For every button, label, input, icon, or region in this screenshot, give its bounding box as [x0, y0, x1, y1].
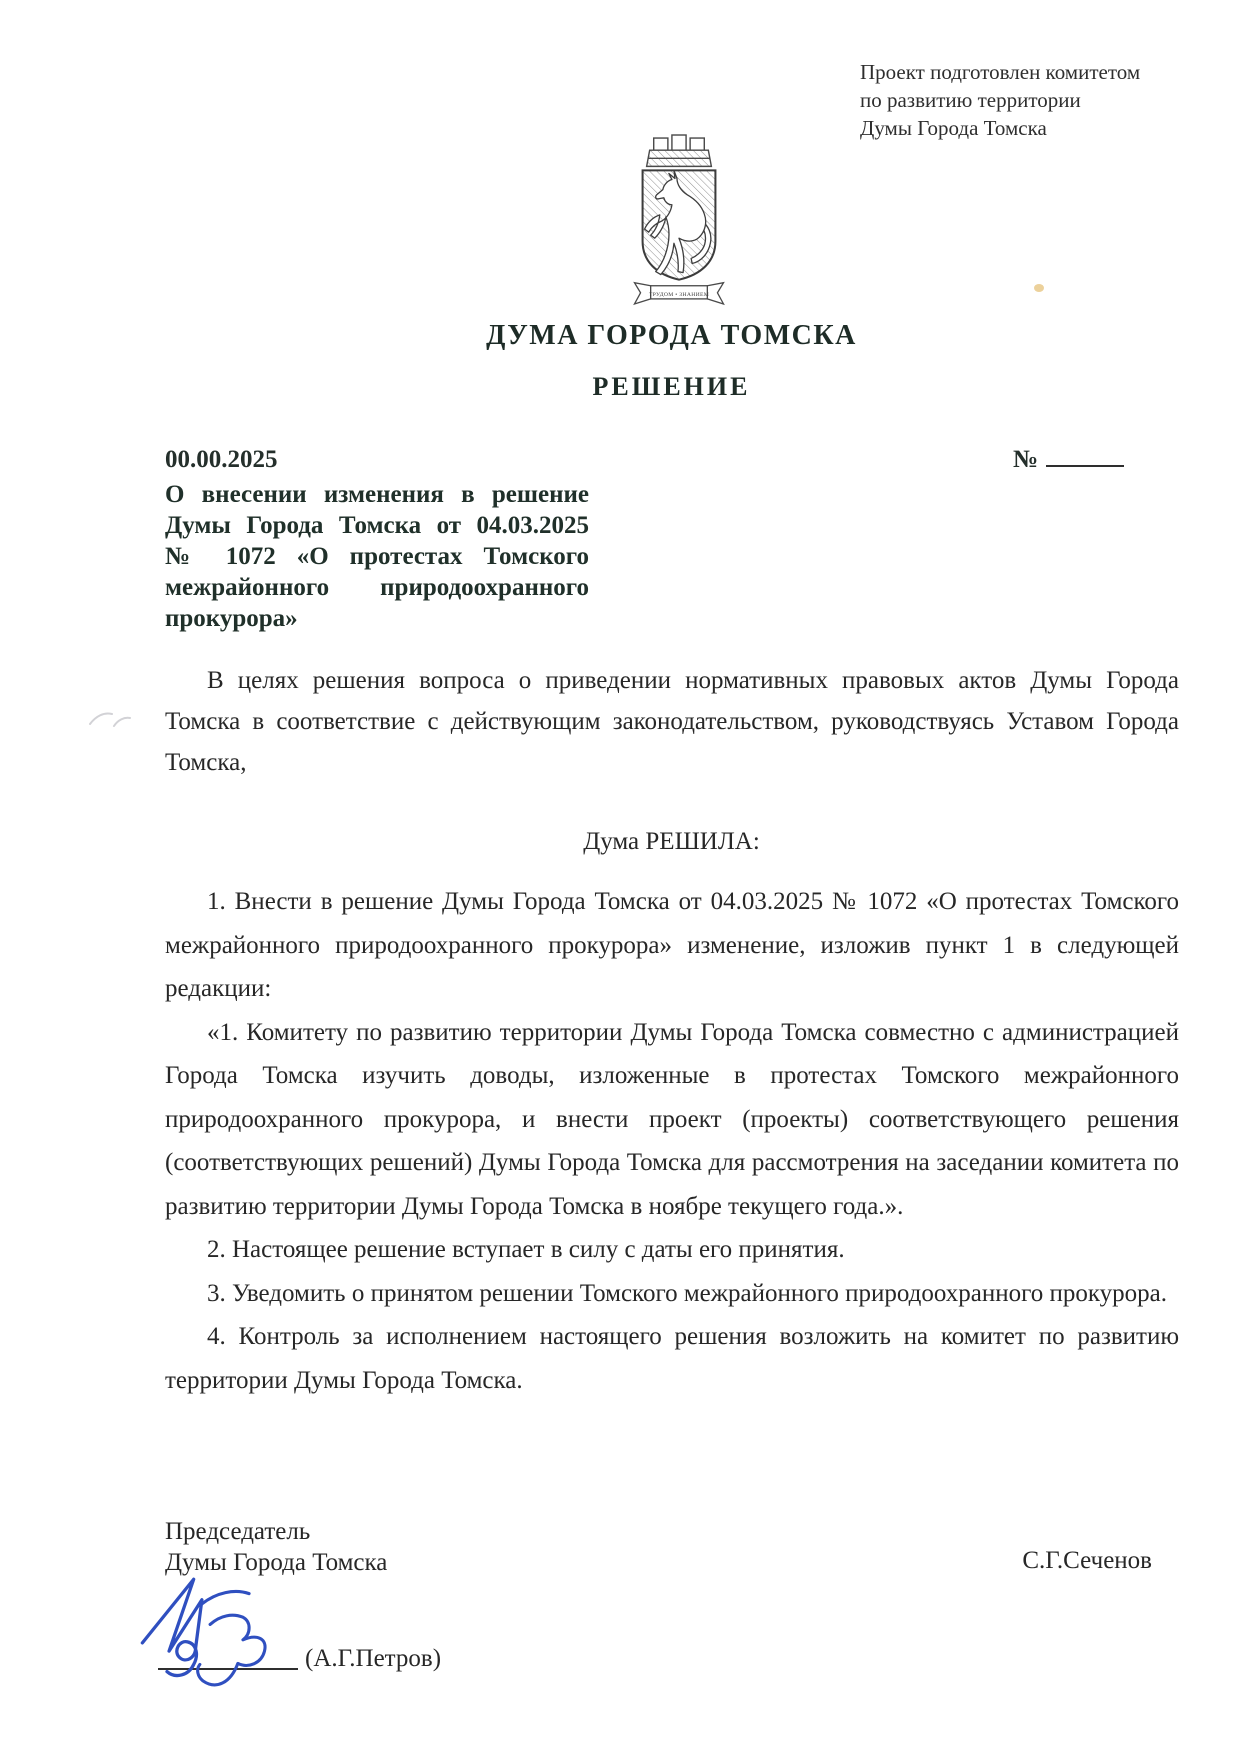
date-number-row: [165, 446, 1178, 480]
document-number: [1013, 446, 1124, 474]
subject-line: № 1072 «О протестах Томского: [165, 543, 589, 570]
scan-artifact: [84, 704, 134, 730]
organization-title: ДУМА ГОРОДА ТОМСКА: [486, 320, 857, 351]
approver-name: (А.Г.Петров): [305, 1645, 442, 1672]
signer-position-line: Думы Города Томска: [165, 1549, 388, 1576]
signer-name: С.Г.Сеченов: [1022, 1547, 1152, 1574]
paragraph-2: 2. Настоящее решение вступает в силу с даты его принятия.: [207, 1236, 845, 1263]
resolution-heading: Дума РЕШИЛА:: [583, 828, 760, 855]
subject-heading: [165, 479, 589, 634]
signature-ink-icon: [128, 1560, 323, 1695]
project-note: [860, 58, 1190, 142]
document-type-title: РЕШЕНИЕ: [592, 372, 751, 401]
subject-line: межрайонного природоохранного: [165, 574, 589, 601]
project-note-line: Проект подготовлен комитетом: [860, 60, 1141, 84]
scan-artifact: [1034, 284, 1044, 292]
paragraph-4: 4. Контроль за исполнением настоящего решения возложить на комитет по развитию территории Думы Города Томска.: [165, 1323, 1179, 1394]
paragraph-3: 3. Уведомить о принятом решении Томского межрайонного природоохранного прокурора.: [207, 1279, 1168, 1307]
number-blank-line: [1046, 447, 1124, 467]
paragraph-quote: «1. Комитету по развитию территории Думы Города Томска совместно с администрацией Города Томска изучить доводы, изложенные в протестах Томского межрайонного природоохранного прокурора, и внести проект (проекты) соответствующего решения (соответствующих решений) Думы Города Томска для рассмотрения на заседании комитета по развитию территории Думы Города Томска в ноябре текущего года.».: [165, 1018, 1179, 1220]
tomsk-coat-of-arms: [626, 134, 732, 313]
motto-text: ТРУДОМ • ЗНАНИЕМ: [648, 291, 710, 298]
preamble-paragraph: В целях решения вопроса о приведении нормативных правовых актов Думы Города Томска в соответствие с действующим законодательством, руководствуясь Уставом Города Томска,: [165, 667, 1179, 776]
subject-line: Думы Города Томска от 04.03.2025: [165, 512, 589, 539]
number-label: №: [1013, 446, 1039, 473]
subject-line: прокурора»: [165, 605, 298, 632]
mural-crown-icon: [647, 135, 712, 166]
coat-of-arms-icon: [626, 134, 732, 308]
signer-position-line: Председатель: [165, 1518, 311, 1545]
handwritten-signature: [128, 1560, 323, 1700]
paragraph-1: 1. Внести в решение Думы Города Томска от 04.03.2025 № 1072 «О протестах Томского межрайонного природоохранного прокурора» изменение, изложив пункт 1 в следующей редакции:: [165, 888, 1179, 1002]
subject-line: О внесении изменения в решение: [165, 481, 589, 508]
project-note-line: Думы Города Томска: [860, 116, 1047, 140]
document-date: 00.00.2025: [165, 446, 278, 473]
project-note-line: по развитию территории: [860, 88, 1081, 112]
resolution-body: [165, 880, 1179, 1402]
